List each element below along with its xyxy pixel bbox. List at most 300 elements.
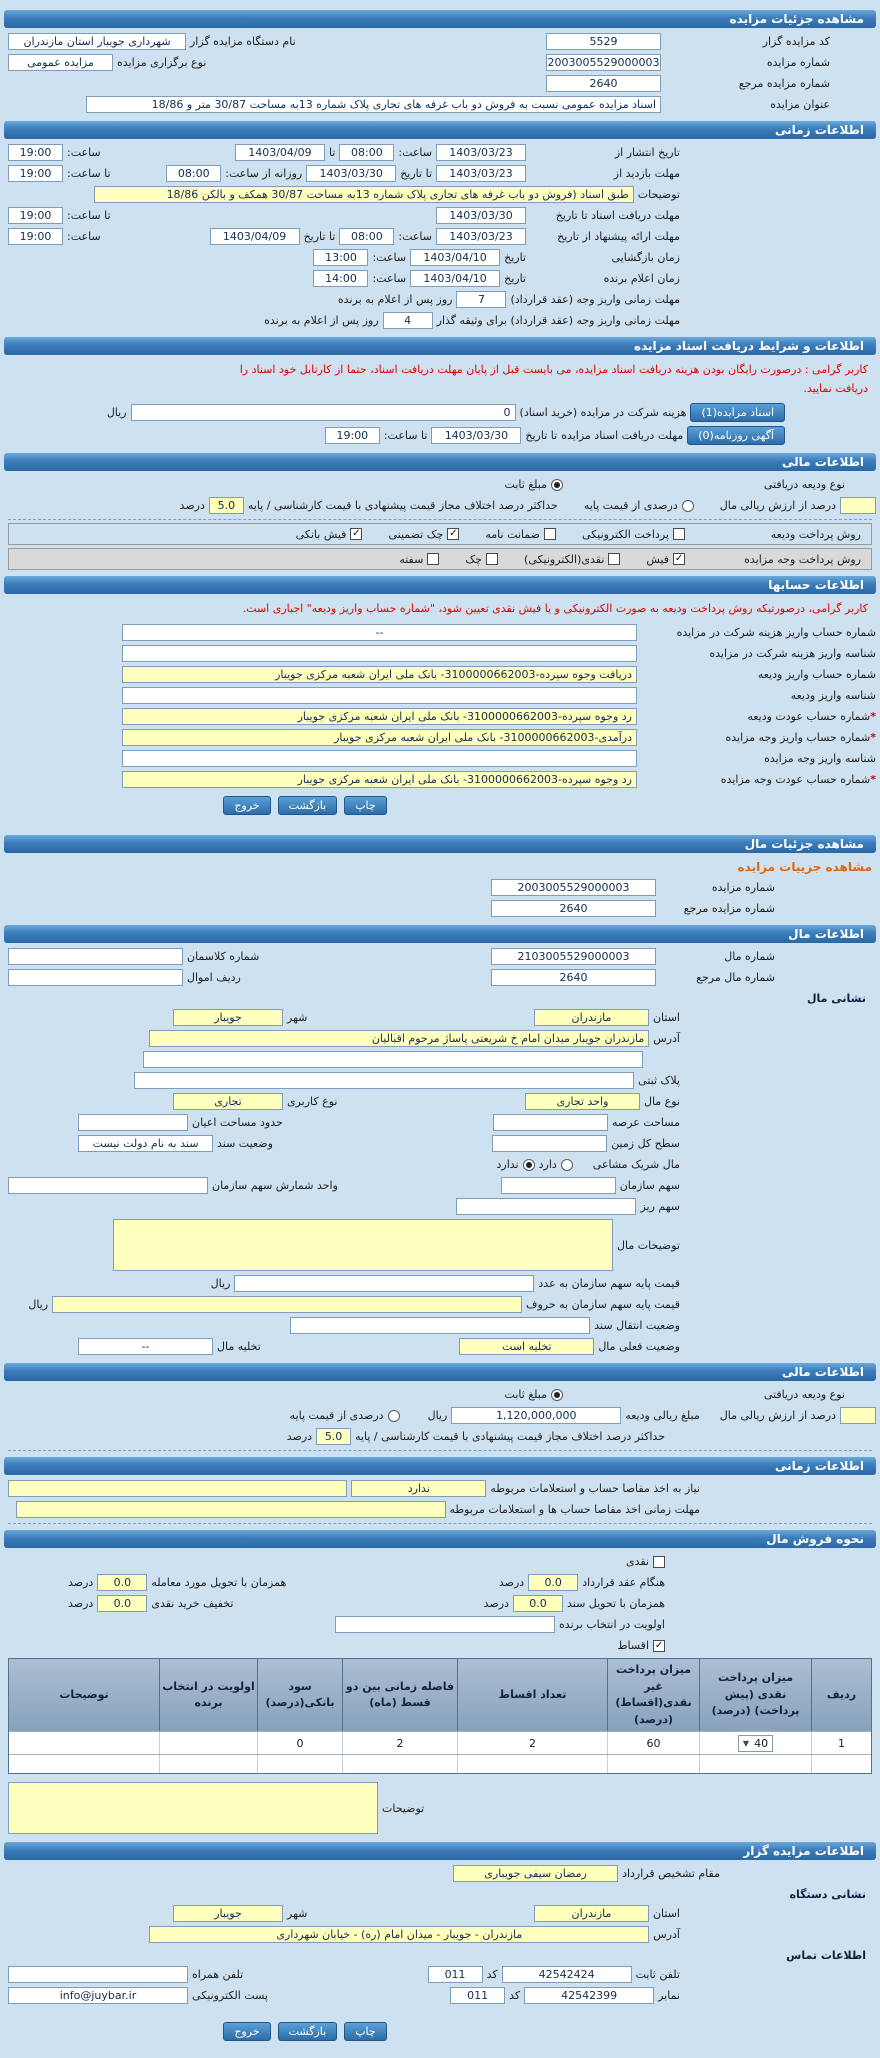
land-area-row (0, 1112, 880, 1133)
back-button[interactable]: بازگشت (278, 2022, 338, 2041)
publish-to-date-input[interactable]: 1403/04/09 (235, 144, 325, 161)
header-cash-percent: میزان پرداخت نقدی (پیش پرداخت) (درصد) (699, 1659, 811, 1731)
opening-time-row (0, 247, 880, 268)
deposit-percent-input[interactable] (840, 497, 876, 514)
receipt-label: فیش (646, 552, 669, 566)
max-diff-label: حداکثر درصد اختلاف مجاز قیمت پیشنهادی با قیمت کارشناسی / پایه (247, 499, 558, 513)
winner-priority-row (0, 1614, 880, 1635)
percent-label: درصد (483, 1597, 509, 1611)
property-deposit-amount-row (0, 1405, 880, 1426)
opening-time-input[interactable]: 13:00 (313, 249, 368, 266)
classification-label: شماره کلاسمان (187, 950, 260, 964)
installments-table-header (9, 1659, 871, 1731)
deed-transfer-label: وضعیت انتقال سند (594, 1319, 680, 1333)
clearance-deadline-label: مهلت زمانی اخذ مفاصا حساب ها و استعلامات مربوطه (449, 1503, 700, 1517)
section-header-doc-conditions: اطلاعات و شرایط دریافت اسناد مزایده (4, 337, 876, 355)
evacuation-group (78, 1338, 261, 1355)
contract-authority-row (0, 1863, 880, 1884)
rial-label: ریال (210, 1277, 231, 1291)
empty-cell (811, 1755, 871, 1773)
deposit-amount-label: مبلغ ریالی ودیعه (625, 1409, 700, 1423)
auction-payment-methods-box (8, 548, 872, 570)
auction-title-input[interactable]: اسناد مزایده عمومی نسبت به فروش دو باب غرفه های تجاری پلاک شماره 13به مساحت 30/87 متر و 18/86 (86, 96, 661, 113)
property-number-row (0, 946, 880, 967)
percent-base-option (584, 499, 694, 512)
offer-from-time-input[interactable]: 08:00 (339, 228, 394, 245)
top-action-buttons (0, 790, 745, 821)
days-after-winner-label: روز پس از اعلام به برنده (264, 314, 379, 327)
winner-date-input[interactable]: 1403/04/10 (410, 270, 500, 287)
deed-payment-label: همزمان با تحویل سند (566, 1597, 665, 1611)
method-promissory (399, 553, 439, 566)
deposit-id-label: شناسه واریز ودیعه (790, 689, 876, 703)
deed-payment-input[interactable]: 0.0 (513, 1595, 563, 1612)
share-detail-input[interactable] (456, 1198, 636, 1215)
cash-sale-label: نقدی (625, 1555, 649, 1569)
deposit-id-input[interactable] (122, 687, 637, 704)
auctioneer-code-label: کد مزایده گزار (762, 35, 830, 48)
section-header-auction-details: مشاهده جزئیات مزایده (4, 10, 876, 28)
org-name-label: نام دستگاه مزایده گزار (190, 35, 296, 48)
shared-no-radio[interactable] (523, 1159, 535, 1171)
base-price-text-label: قیمت پایه سهم سازمان به حروف (526, 1298, 680, 1312)
clearance-deadline-row (0, 1499, 880, 1520)
contract-payment-row (0, 1572, 880, 1593)
registration-plate-label: پلاک ثبتی (638, 1074, 680, 1088)
address-label: آدرس (653, 1032, 680, 1046)
visit-from-time-input[interactable]: 08:00 (166, 165, 221, 182)
land-area-label: مساحت عرصه (611, 1116, 680, 1130)
installments-table (8, 1658, 872, 1774)
method-receipt (646, 553, 685, 566)
fax-code-input[interactable]: 011 (450, 1987, 505, 2004)
electronic-payment-checkbox[interactable] (673, 528, 685, 540)
auction-ref-input[interactable]: 2640 (546, 75, 661, 92)
property-province-input[interactable]: مازندران (534, 1009, 649, 1026)
guarantor-deadline-label: مهلت زمانی واریز وجه (عقد قرارداد) برای وثیقه گذار (436, 314, 680, 327)
section-header-property-details: مشاهده جزئیات مال (4, 835, 876, 853)
participation-fee-input[interactable]: 0 (131, 404, 516, 421)
newspaper-ad-button[interactable]: آگهی روزنامه(0) (687, 426, 785, 445)
auction-account-row (0, 727, 880, 748)
property-city-input[interactable]: جویبار (173, 1009, 283, 1026)
print-button[interactable]: چاپ (344, 2022, 387, 2041)
city-label: شهر (287, 1011, 308, 1025)
method-bank-receipt (296, 528, 363, 541)
installments-table-row (9, 1731, 871, 1754)
deposit-deadline-days-input[interactable]: 7 (456, 291, 506, 308)
hour-label: ساعت: (372, 251, 407, 264)
email-group (8, 1987, 268, 2004)
property-auction-ref-input[interactable]: 2640 (491, 900, 656, 917)
total-land-input[interactable] (492, 1135, 607, 1152)
usage-type-label: نوع کاربری (287, 1095, 338, 1109)
hour-label: ساعت: (398, 230, 432, 243)
check-checkbox[interactable] (486, 553, 498, 565)
shared-ownership-label: مال شریک مشاعی (592, 1158, 680, 1172)
deed-payment-row (0, 1593, 880, 1614)
docs-deadline-label: مهلت دریافت اسناد تا تاریخ (555, 209, 680, 222)
visit-period-label: مهلت بازدید از (613, 167, 680, 180)
method-certified-check (388, 528, 459, 541)
building-area-label: حدود مساحت اعیان (192, 1116, 283, 1130)
deposit-type-label: نوع ودیعه دریافتی (763, 478, 845, 492)
participation-fee-row (0, 401, 880, 424)
org-share-label: سهم سازمان (619, 1179, 680, 1193)
deposit-amount-input[interactable]: 1,120,000,000 (451, 1407, 621, 1424)
winner-announce-label: زمان اعلام برنده (603, 272, 680, 285)
to-date-label: تا تاریخ (303, 230, 336, 243)
docs-deadline-time-input[interactable]: 19:00 (8, 207, 63, 224)
winner-priority-input[interactable] (335, 1616, 555, 1633)
deposit-return-account-input[interactable]: رد وجوه سپرده-3100000662003- بانک ملی ایران شعبه مرکزی جویبار (122, 708, 637, 725)
auction-id-input[interactable] (122, 750, 637, 767)
percent-of-value-label: درصد از ارزش ریالی مال (719, 499, 836, 513)
property-percent-base-radio[interactable] (388, 1410, 400, 1422)
property-address-input[interactable]: مازندران جویبار میدان امام خ شریعتی پاساژ مرحوم اقبالیان (149, 1030, 649, 1047)
base-price-number-input[interactable] (234, 1275, 534, 1292)
auction-number-input[interactable]: 2003005529000003 (547, 56, 660, 69)
land-area-input[interactable] (493, 1114, 608, 1131)
accounts-notice: کاربر گرامی، درصورتیکه روش پرداخت ودیعه به صورت الکترونیکی و یا فیش نقدی تعیین شود، "شماره حساب واریز ودیعه" اجباری است. (242, 602, 868, 616)
time-description-label: توضیحات (637, 188, 680, 201)
rial-label: ریال (427, 1409, 448, 1423)
visit-to-date-input[interactable]: 1403/03/30 (306, 165, 396, 182)
doc-receive-deadline-label: مهلت دریافت اسناد مزایده (561, 429, 684, 443)
to-hour-label: تا ساعت: (67, 167, 111, 180)
base-price-number-row (0, 1273, 880, 1294)
empty-cell (699, 1755, 811, 1773)
bank-receipt-label: فیش بانکی (295, 527, 347, 541)
contract-authority-input[interactable]: رمضان سیفی جویباری (453, 1865, 618, 1882)
cell-cash-percent (699, 1732, 811, 1754)
hour-label: ساعت: (398, 146, 432, 159)
base-price-number-label: قیمت پایه سهم سازمان به عدد (538, 1277, 680, 1291)
property-percent-base-label: درصدی از قیمت پایه (289, 1409, 384, 1423)
property-deposit-type-row (0, 1384, 880, 1405)
promissory-checkbox[interactable] (427, 553, 439, 565)
certified-check-checkbox[interactable] (447, 528, 459, 540)
shared-no-option (497, 1158, 535, 1171)
mobile-input[interactable] (8, 1966, 188, 1983)
clearance-extra-input[interactable] (8, 1480, 347, 1497)
hour-label: ساعت: (67, 146, 101, 159)
deposit-payment-methods-box (8, 523, 872, 545)
deposit-deadline-row (0, 289, 880, 310)
sale-description-row (0, 1776, 880, 1836)
deposit-account-input[interactable]: دریافت وجوه سپرده-3100000662003- بانک ملی ایران شعبه مرکزی جویبار (122, 666, 637, 683)
publish-to-time-group (8, 144, 101, 161)
cash-discount-group (68, 1595, 233, 1612)
header-priority: اولویت در انتخاب برنده (159, 1659, 257, 1731)
city-label: شهر (287, 1907, 308, 1921)
org-share-input[interactable] (501, 1177, 616, 1194)
fax-input[interactable]: 42542399 (524, 1987, 654, 2004)
auction-type-input[interactable]: مزایده عمومی (8, 54, 113, 71)
electronic-payment-label: پرداخت الکترونیکی (582, 527, 669, 541)
registration-plate-input[interactable] (134, 1072, 634, 1089)
shared-yes-option (539, 1158, 573, 1171)
org-address-input[interactable]: مازندران - جویبار - میدان امام (ره) - خیابان شهرداری (149, 1926, 649, 1943)
percent-base-label: درصدی از قیمت پایه (583, 499, 678, 513)
percent-label: درصد (68, 1597, 94, 1611)
property-max-diff-input[interactable]: 5.0 (316, 1428, 351, 1445)
current-status-label: وضعیت فعلی مال (598, 1340, 680, 1354)
evacuation-label: تخلیه مال (217, 1340, 261, 1354)
empty-cell (457, 1755, 607, 1773)
percent-label: درصد (286, 1430, 313, 1444)
clearance-deadline-input[interactable] (16, 1501, 446, 1518)
opening-date-input[interactable]: 1403/04/10 (410, 249, 500, 266)
time-description-input[interactable]: طبق اسناد (فروش دو باب غرفه های تجاری پلاک شماره 13به مساحت 30/87 همکف و بالکن 18/86 (94, 186, 634, 203)
auctioneer-code-input[interactable]: 5529 (546, 33, 661, 50)
receipt-checkbox[interactable] (673, 553, 685, 565)
deed-status-group (78, 1135, 273, 1152)
property-type-input[interactable]: واحد تجاری (525, 1093, 640, 1110)
current-status-row (0, 1336, 880, 1357)
classification-input[interactable] (8, 948, 183, 965)
property-deposit-percent-input[interactable] (840, 1407, 876, 1424)
to-hour-label: تا ساعت: (383, 429, 428, 443)
deed-status-input[interactable]: سند به نام دولت نیست (78, 1135, 213, 1152)
back-button[interactable]: بازگشت (278, 796, 338, 815)
contract-authority-label: مقام تشخیص قرارداد (622, 1867, 720, 1881)
property-auction-number-row (0, 877, 880, 898)
building-area-group (78, 1114, 283, 1131)
doc-receive-deadline-time-input[interactable]: 19:00 (325, 427, 380, 444)
winner-announce-row (0, 268, 880, 289)
guarantee-checkbox[interactable] (544, 528, 556, 540)
auction-ref-row (0, 73, 880, 94)
fixed-amount-radio[interactable] (551, 479, 563, 491)
property-ref-input[interactable]: 2640 (491, 969, 656, 986)
auction-docs-button[interactable]: اسناد مزایده(1) (690, 403, 785, 422)
property-number-input[interactable]: 2103005529000003 (491, 948, 656, 965)
publish-date-row (0, 142, 880, 163)
offer-period-label: مهلت ارائه پیشنهاد از تاریخ (557, 230, 680, 243)
visit-to-time-input[interactable]: 19:00 (8, 165, 63, 182)
property-auction-number-input[interactable]: 2003005529000003 (491, 879, 656, 896)
deposit-return-account-row (0, 706, 880, 727)
empty-cell (159, 1755, 257, 1773)
percent-label: درصد (68, 1576, 94, 1590)
auction-id-row (0, 748, 880, 769)
usage-type-group (173, 1093, 337, 1110)
guarantee-label: ضمانت نامه (485, 527, 540, 541)
clearance-input[interactable]: ندارد (351, 1480, 486, 1497)
property-auction-number-label: شماره مزایده (711, 881, 775, 895)
property-province-row (0, 1007, 880, 1028)
empty-cell (607, 1755, 699, 1773)
section-header-financial-2: اطلاعات مالی (4, 1363, 876, 1381)
clearance-label: نیاز به اخذ مفاصا حساب و استعلامات مربوطه (490, 1482, 700, 1496)
base-price-text-input[interactable] (52, 1296, 522, 1313)
section-header-sale-method: نحوه فروش مال (4, 1530, 876, 1548)
percent-label: درصد (498, 1576, 525, 1590)
empty-cell (257, 1755, 342, 1773)
clearance-row (0, 1478, 880, 1499)
property-description-textarea[interactable] (113, 1219, 613, 1271)
doc-receive-deadline-date-input[interactable]: 1403/03/30 (431, 427, 521, 444)
phone-label: تلفن ثابت (635, 1968, 680, 1982)
deed-transfer-input[interactable] (290, 1317, 590, 1334)
auction-code-row (0, 31, 880, 52)
auction-ref-label: شماره مزایده مرجع (738, 77, 830, 90)
org-province-row (0, 1903, 880, 1924)
classification-group (8, 948, 259, 965)
property-ref-row (0, 967, 880, 988)
docs-deadline-date-input[interactable]: 1403/03/30 (436, 207, 526, 224)
exit-button[interactable]: خروج (223, 2022, 270, 2041)
deposit-return-account-label: *شماره حساب عودت ودیعه (747, 710, 876, 724)
bottom-action-buttons (0, 2016, 745, 2047)
cash-discount-input[interactable]: 0.0 (97, 1595, 147, 1612)
contract-payment-input[interactable]: 0.0 (528, 1574, 578, 1591)
winner-time-input[interactable]: 14:00 (313, 270, 368, 287)
date-label: تاریخ (504, 251, 526, 264)
contact-subheader: اطلاعات تماس (786, 1949, 866, 1963)
base-price-text-row (0, 1294, 880, 1315)
current-status-input[interactable]: تخلیه است (459, 1338, 594, 1355)
org-name-input[interactable]: شهرداری جویبار استان مازندران (8, 33, 186, 50)
section-header-accounts: اطلاعات حسابها (4, 576, 876, 594)
doc-conditions-notice: کاربر گرامی : درصورت رایگان بودن هزینه دریافت اسناد مزایده، می بایست قبل از پایان مهلت دریافت اسناد، حتما از کارتابل خود اسناد را دریافت نمایید. (239, 363, 868, 395)
share-unit-group (8, 1177, 338, 1194)
property-deposit-type-label: نوع ودیعه دریافتی (763, 1388, 845, 1402)
auction-number-label: شماره مزایده (766, 56, 830, 69)
auction-type-group (8, 54, 206, 71)
property-fixed-amount-option (505, 1388, 563, 1401)
usage-type-input[interactable]: تجاری (173, 1093, 283, 1110)
mobile-group (8, 1966, 243, 1983)
property-auction-ref-label: شماره مزایده مرجع (683, 902, 775, 916)
max-diff-input[interactable]: 5.0 (209, 497, 244, 514)
publish-from-date-input[interactable]: 1403/03/23 (436, 144, 526, 161)
property-percent-base-option (290, 1409, 400, 1422)
check-label: چک (465, 552, 482, 566)
publish-to-time-input[interactable]: 19:00 (8, 144, 63, 161)
fax-row (0, 1985, 880, 2006)
section-header-time-info-2: اطلاعات زمانی (4, 1457, 876, 1475)
fee-id-row (0, 643, 880, 664)
deposit-amount-group (428, 1407, 700, 1424)
cell-interval: 2 (342, 1732, 457, 1754)
address-label: آدرس (653, 1928, 680, 1942)
header-row-index: ردیف (811, 1659, 871, 1731)
phone-code-input[interactable]: 011 (428, 1966, 483, 1983)
email-input[interactable]: info@juybar.ir (8, 1987, 188, 2004)
header-interest: سود بانکی(درصد) (257, 1659, 342, 1731)
offer-to-date-input[interactable]: 1403/04/09 (210, 228, 300, 245)
cell-installment-count: 2 (457, 1732, 607, 1754)
cell-priority (159, 1732, 257, 1754)
bank-receipt-checkbox[interactable] (350, 528, 362, 540)
org-province-input[interactable]: مازندران (534, 1905, 649, 1922)
evacuation-input[interactable]: -- (78, 1338, 213, 1355)
cash-percent-select[interactable]: 40 ▼ (738, 1735, 773, 1752)
property-description-label: توضیحات مال (617, 1238, 680, 1252)
rial-label: ریال (28, 1298, 49, 1312)
shared-yes-radio[interactable] (561, 1159, 573, 1171)
docs-deadline-time-group (8, 207, 111, 224)
cash-electronic-label: نقدی(الکترونیکی) (523, 552, 605, 566)
auction-account-input[interactable]: درآمدی-3100000662003- بانک ملی ایران شعبه مرکزی جویبار (122, 729, 637, 746)
method-guarantee (485, 528, 556, 541)
fixed-amount-option (505, 478, 563, 491)
deposit-payment-methods-label: روش پرداخت ودیعه (770, 527, 861, 541)
property-fixed-amount-radio[interactable] (551, 1389, 563, 1401)
daily-from-hour-label: روزانه از ساعت: (225, 167, 303, 180)
share-unit-input[interactable] (8, 1177, 208, 1194)
share-unit-label: واحد شمارش سهم سازمان (212, 1179, 338, 1193)
property-address-line2-input[interactable] (143, 1051, 643, 1068)
property-city-group (173, 1009, 307, 1026)
offer-to-time-input[interactable]: 19:00 (8, 228, 63, 245)
hour-label: ساعت: (372, 272, 407, 285)
auction-id-label: شناسه واریز وجه مزایده (764, 752, 876, 766)
auction-type-label: نوع برگزاری مزایده (117, 56, 207, 69)
header-interval: فاصله زمانی بین دو قسط (ماه) (342, 1659, 457, 1731)
cash-discount-label: تخفیف خرید نقدی (151, 1597, 234, 1611)
code-label: کد (509, 1989, 521, 2003)
fixed-amount-label: مبلغ ثابت (504, 478, 547, 492)
property-subtitle: مشاهده جزییات مزایده (737, 859, 872, 874)
section-header-financial-1: اطلاعات مالی (4, 453, 876, 471)
installment-sale-checkbox[interactable] (653, 1640, 665, 1652)
deposit-type-row (0, 474, 880, 495)
cash-sale-checkbox[interactable] (653, 1556, 665, 1568)
shared-ownership-row (0, 1154, 880, 1175)
fax-label: نمابر (658, 1989, 680, 2003)
cell-row-index: 1 (811, 1732, 871, 1754)
auction-return-account-row (0, 769, 880, 790)
exit-button[interactable]: خروج (223, 796, 270, 815)
cell-interest: 0 (257, 1732, 342, 1754)
delivery-payment-label: همزمان با تحویل مورد معامله (151, 1576, 287, 1590)
cell-notes (9, 1732, 159, 1754)
asset-row-input[interactable] (8, 969, 183, 986)
shared-no-label: ندارد (496, 1158, 519, 1172)
publish-from-time-input[interactable]: 08:00 (339, 144, 394, 161)
auction-title-row (0, 94, 880, 115)
guarantor-deadline-row (0, 310, 880, 331)
visit-from-date-input[interactable]: 1403/03/23 (436, 165, 526, 182)
org-city-input[interactable]: جویبار (173, 1905, 283, 1922)
sale-description-textarea[interactable] (8, 1782, 378, 1834)
installment-sale-row (0, 1635, 880, 1656)
phone-input[interactable]: 42542424 (502, 1966, 632, 1983)
to-date-label: تا تاریخ (525, 429, 558, 443)
fee-id-input[interactable] (122, 645, 637, 662)
date-label: تاریخ (504, 272, 526, 285)
auction-return-account-input[interactable]: رد وجوه سپرده-3100000662003- بانک ملی ایران شعبه مرکزی جویبار (122, 771, 637, 788)
guarantor-deadline-days-input[interactable]: 4 (383, 312, 433, 329)
cash-electronic-checkbox[interactable] (608, 553, 620, 565)
fee-account-input[interactable]: -- (122, 624, 637, 641)
print-button[interactable]: چاپ (344, 796, 387, 815)
building-area-input[interactable] (78, 1114, 188, 1131)
property-max-diff-label: حداکثر درصد اختلاف مجاز قیمت پیشنهادی با قیمت کارشناسی / پایه (355, 1430, 665, 1444)
installments-table-empty-row (9, 1754, 871, 1773)
fee-id-label: شناسه واریز هزینه شرکت در مزایده (709, 647, 876, 661)
header-installment-count: تعداد اقساط (457, 1659, 607, 1731)
fee-account-row (0, 622, 880, 643)
opening-time-label: زمان بازگشایی (611, 251, 680, 264)
delivery-payment-input[interactable]: 0.0 (97, 1574, 147, 1591)
percent-base-radio[interactable] (682, 500, 694, 512)
offer-from-date-input[interactable]: 1403/03/23 (436, 228, 526, 245)
shared-yes-label: دارد (538, 1158, 557, 1172)
